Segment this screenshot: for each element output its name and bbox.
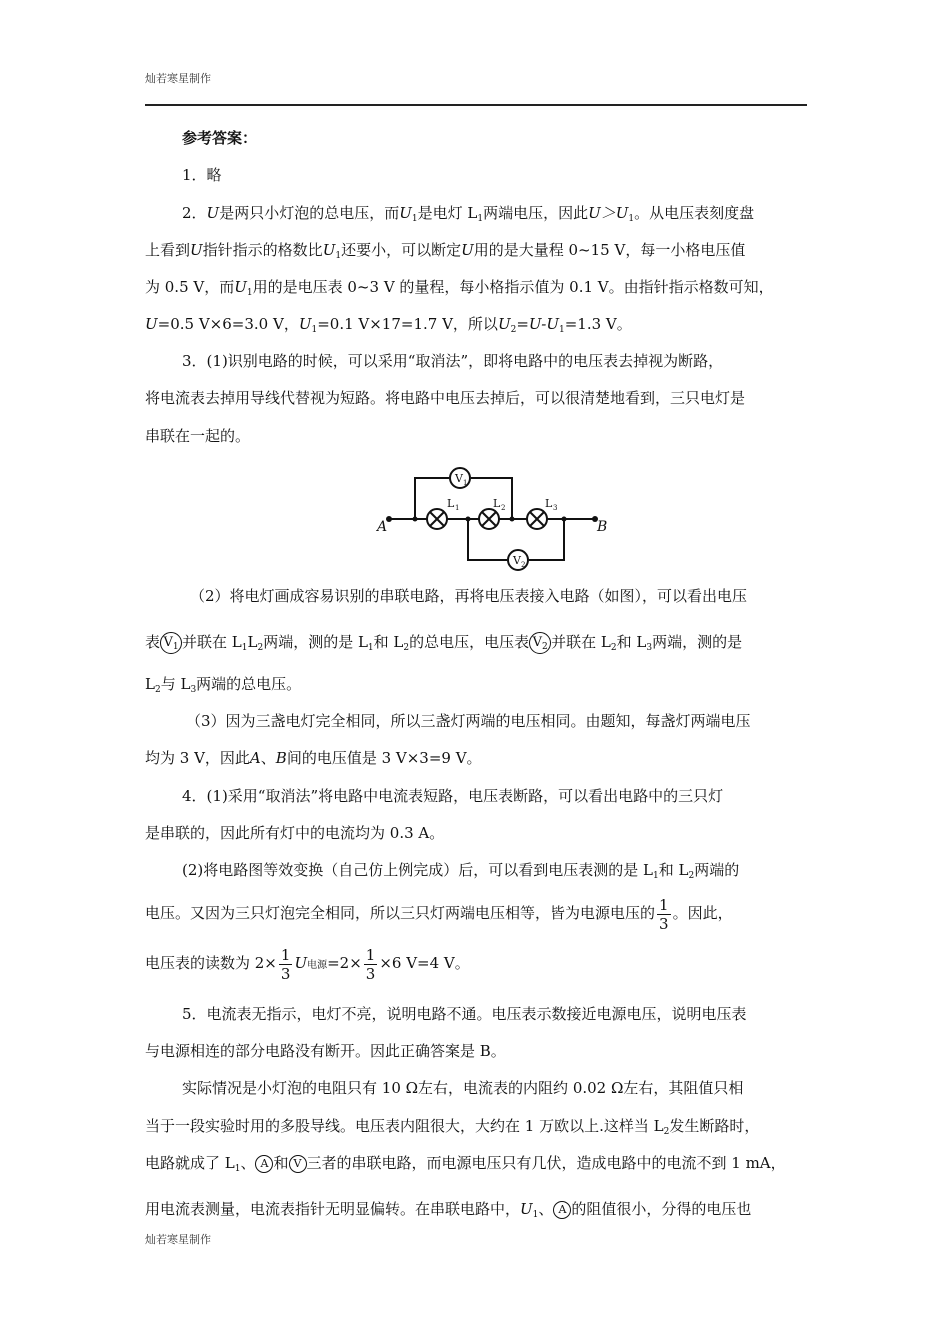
lamp-l1-label: L xyxy=(447,497,455,510)
answer-3-line-2: 将电流表去掉用导线代替视为短路。将电路中电压去掉后，可以很清楚地看到，三只电灯是 xyxy=(145,389,746,407)
answer-1: 1．略 xyxy=(182,166,222,184)
fraction-one-third: $\frac{1}{3}$ xyxy=(365,945,376,983)
answer-3-part-3-line-2: 均为 3 V，因此A、B间的电压值是 3 V×3=9 V。 xyxy=(145,749,482,767)
fraction-one-third: $\frac{1}{3}$ xyxy=(280,945,291,983)
voltmeter-v1-label: V xyxy=(455,472,463,485)
ammeter-icon: A xyxy=(553,1201,571,1219)
answer-5-para-2-line-4: 用电流表测量，电流表指针无明显偏转。在串联电路中，$U_1$、 A 的阻值很小，分得的电压也 xyxy=(145,1200,752,1220)
lamp-l2-sub: 2 xyxy=(501,504,506,512)
answer-2-line-2: 上看到U指针指示的格数比$U_1$还要小，可以断定U用的是大量程 0~15 V，每一小格电压值 xyxy=(145,241,746,261)
answer-4-line-3: (2)将电路图等效变换（自己仿上例完成）后，可以看到电压表测的是 $L_1$和 $L_2$两端的 xyxy=(182,861,740,881)
answer-4-line-2: 是串联的，因此所有灯中的电流均为 0.3 A。 xyxy=(145,824,445,842)
answer-5-line-1: 5．电流表无指示，电灯不亮，说明电路不通。电压表示数接近电源电压，说明电压表 xyxy=(182,1005,747,1023)
lamp-l3-label: L xyxy=(545,497,553,510)
terminal-b-label: B xyxy=(597,519,608,535)
answer-2-line-3: 为 0.5 V，而$U_1$用的是电压表 0~3 V 的量程，每小格指示值为 0.1 V。由指针指示格数可知， xyxy=(145,278,774,298)
answer-4-line-1: 4．(1)采用“取消法”将电路中电流表短路，电压表断路，可以看出电路中的三只灯 xyxy=(182,787,724,805)
answer-2-line-4: U=0.5 V×6=3.0 V，$U_1=0.1$ V×17=1.7 V，所以$U_2=U-U_1=1.3$ V。 xyxy=(145,315,632,335)
answer-5-line-2: 与电源相连的部分电路没有断开。因此正确答案是 B。 xyxy=(145,1042,506,1060)
voltmeter-v2-sub: 2 xyxy=(521,561,526,569)
answer-3-part-3-line-1: （3）因为三盏电灯完全相同，所以三盏灯两端的电压相同。由题知，每盏灯两端电压 xyxy=(186,712,751,730)
answer-5-para-2-line-2: 当于一段实验时用的多股导线。电压表内阻很大，大约在 1 万欧以上.这样当 $L_2$发生断路时， xyxy=(145,1117,760,1137)
answer-3-part-2-line-2: 表 $V_1$ 并联在 $L_1L_2$两端，测的是 $L_1$和 $L_2$的总电压，电压表 $V_2$ 并联在 $L_2$和 $L_3$两端，测的是 xyxy=(145,633,743,653)
voltmeter-v2-icon: $V_2$ xyxy=(529,632,551,654)
answer-5-para-2-line-1: 实际情况是小灯泡的电阻只有 10 Ω左右，电流表的内阻约 0.02 Ω左右，其阻值只相 xyxy=(182,1079,744,1097)
answer-3-part-2-line-3: $L_2$与 $L_3$两端的总电压。 xyxy=(145,675,302,695)
voltmeter-v2-label: V xyxy=(513,554,521,567)
voltmeter-v1-sub: 1 xyxy=(463,479,468,487)
answer-4-line-5: 电压表的读数为 2× $\frac{1}{3}$ U电源=2× $\frac{1}{3}$ ×6 V=4 V。 xyxy=(145,945,470,983)
lamp-l3-sub: 3 xyxy=(553,504,558,512)
answer-3-line-3: 串联在一起的。 xyxy=(145,427,251,445)
terminal-a-label: A xyxy=(377,519,388,535)
voltmeter-v1-icon: $V_1$ xyxy=(160,632,182,654)
lamp-l1-sub: 1 xyxy=(455,504,460,512)
fraction-one-third: $\frac{1}{3}$ xyxy=(659,895,669,933)
header-divider xyxy=(145,104,807,106)
answer-title: 参考答案： xyxy=(182,129,258,147)
circuit-diagram xyxy=(375,463,625,575)
answer-5-para-2-line-3: 电路就成了 $L_1$、 A 和 V 三者的串联电路，而电源电压只有几伏，造成电路中的电流不到 1 mA， xyxy=(145,1154,786,1174)
footer-maker: 灿若寒星制作 xyxy=(145,1233,211,1246)
header-maker: 灿若寒星制作 xyxy=(145,72,211,85)
lamp-l2-label: L xyxy=(493,497,501,510)
answer-4-line-4: 电压。又因为三只灯泡完全相同，所以三只灯两端电压相等，皆为电源电压的 $\frac{1}{3}$ 。因此， xyxy=(145,895,733,933)
answer-3-part-2-line-1: （2）将电灯画成容易识别的串联电路，再将电压表接入电路（如图），可以看出电压 xyxy=(190,587,748,605)
voltmeter-icon: V xyxy=(289,1155,307,1173)
ammeter-icon: A xyxy=(255,1155,273,1173)
answer-3-line-1: 3．(1)识别电路的时候，可以采用“取消法”，即将电路中的电压表去掉视为断路， xyxy=(182,352,724,370)
answer-2-line-1: 2．U是两只小灯泡的总电压，而$U_1$是电灯 $L_1$两端电压，因此$U>U_1$。从电压表刻度盘 xyxy=(182,204,755,224)
